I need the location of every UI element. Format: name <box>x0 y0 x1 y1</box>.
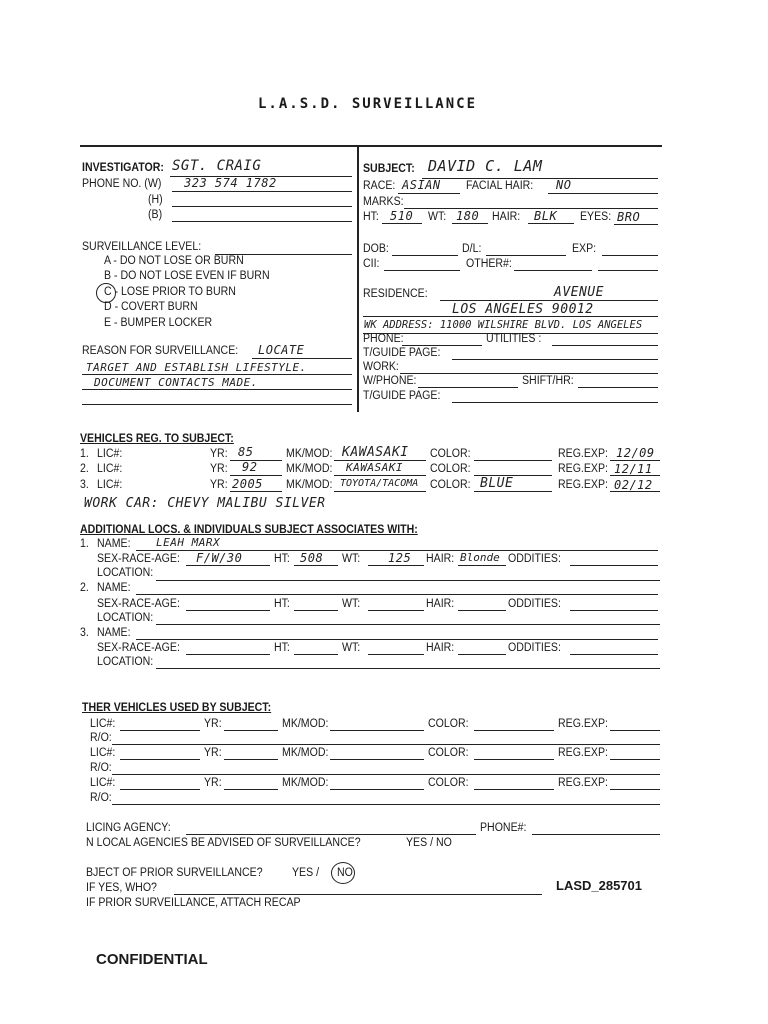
facial-hair-value[interactable]: NO <box>556 178 572 192</box>
vehicle-1-color[interactable] <box>474 460 552 461</box>
associate-2-hair[interactable] <box>458 610 506 611</box>
work-address-value[interactable]: WK ADDRESS: 11000 WILSHIRE BLVD. LOS ANGELES <box>364 319 643 331</box>
phone-field[interactable] <box>402 345 482 346</box>
associate-2-wt[interactable] <box>368 610 424 611</box>
associate-3-name[interactable] <box>136 639 658 640</box>
policing-agency-label: LICING AGENCY: <box>86 822 171 834</box>
hair-label: HAIR: <box>492 211 521 223</box>
residence-value-1[interactable]: AVENUE <box>554 285 604 300</box>
phone-b-field[interactable] <box>172 221 352 222</box>
prior-surveillance-question: BJECT OF PRIOR SURVEILLANCE? <box>86 867 263 879</box>
confidential-label: CONFIDENTIAL <box>96 951 208 968</box>
investigator-value[interactable]: SGT. CRAIG <box>172 158 262 174</box>
other-field[interactable] <box>514 270 592 271</box>
other-vehicle-1-mk[interactable] <box>330 730 424 731</box>
other-vehicle-2-mk[interactable] <box>330 759 424 760</box>
ht-label: HT: <box>363 211 379 223</box>
vehicle-3-color[interactable]: BLUE <box>480 476 514 491</box>
vehicle-2-make[interactable]: KAWASAKI <box>346 461 403 474</box>
level-d[interactable]: D - COVERT BURN <box>104 301 198 313</box>
level-b[interactable]: B - DO NOT LOSE EVEN IF BURN <box>104 270 270 282</box>
work-field[interactable] <box>400 373 658 374</box>
dl-field[interactable] <box>486 255 566 256</box>
tguide-page-field-1[interactable] <box>452 359 658 360</box>
cii-label: CII: <box>363 258 380 270</box>
reason-line-2[interactable]: TARGET AND ESTABLISH LIFESTYLE. <box>86 361 307 374</box>
other-vehicle-3-color[interactable] <box>474 789 554 790</box>
level-e[interactable]: E - BUMPER LOCKER <box>104 317 213 329</box>
associate-1-oddities[interactable] <box>570 565 658 566</box>
other-vehicle-3-reg[interactable] <box>610 789 660 790</box>
vehicle-1-make[interactable]: KAWASAKI <box>342 445 409 460</box>
advised-question: N LOCAL AGENCIES BE ADVISED OF SURVEILLANCE? <box>86 837 361 849</box>
tguide-page-label-1: T/GUIDE PAGE: <box>363 347 441 359</box>
eyes-value[interactable]: BRO <box>617 210 641 224</box>
work-label: WORK: <box>363 361 399 373</box>
race-label: RACE: <box>363 180 396 192</box>
wphone-field[interactable] <box>418 387 518 388</box>
policing-phone-label: PHONE#: <box>480 822 527 834</box>
phone-b-label: (B) <box>148 209 163 221</box>
vehicle-1-reg[interactable]: 12/09 <box>616 446 655 460</box>
other-vehicle-2-reg[interactable] <box>610 759 660 760</box>
cii-field[interactable] <box>384 270 460 271</box>
other-vehicle-2-color[interactable] <box>474 759 554 760</box>
associate-2-location[interactable] <box>156 624 660 625</box>
investigator-label: INVESTIGATOR: <box>82 162 164 174</box>
facial-hair-label: FACIAL HAIR: <box>466 180 534 192</box>
other-vehicle-1-lic[interactable] <box>120 730 200 731</box>
prior-no-selected-circle <box>331 862 355 884</box>
associates-heading: ADDITIONAL LOCS. & INDIVIDUALS SUBJECT ASSOCIATES WITH: <box>80 524 418 536</box>
prior-option-yes[interactable]: YES / <box>292 867 320 879</box>
associate-1-location[interactable] <box>156 580 660 581</box>
other-label: OTHER#: <box>466 258 512 270</box>
vehicle-1-year[interactable]: 85 <box>238 445 254 459</box>
associate-3-ht[interactable] <box>294 654 338 655</box>
associate-1-hair[interactable]: Blonde <box>460 551 500 564</box>
vehicle-3-reg[interactable]: 02/12 <box>614 478 653 492</box>
other-vehicle-1-color[interactable] <box>474 730 554 731</box>
tguide-page-field-2[interactable] <box>452 402 658 403</box>
race-value[interactable]: ASIAN <box>402 178 441 192</box>
subject-value[interactable]: DAVID C. LAM <box>428 157 543 175</box>
phone-h-label: (H) <box>148 194 163 206</box>
center-divider <box>357 147 359 412</box>
associate-1-ht[interactable]: 508 <box>300 551 324 565</box>
wt-value[interactable]: 180 <box>456 209 480 223</box>
work-car-note[interactable]: WORK CAR: CHEVY MALIBU SILVER <box>84 496 326 511</box>
associate-2-name[interactable] <box>136 594 658 595</box>
exp-field[interactable] <box>602 255 658 256</box>
associate-3-location[interactable] <box>156 668 660 669</box>
prior-who-field[interactable] <box>174 894 542 895</box>
utilities-label: UTILITIES : <box>486 333 542 345</box>
other-vehicle-1-ro[interactable] <box>112 744 660 745</box>
dl-label: D/L: <box>462 243 482 255</box>
eyes-label: EYES: <box>580 211 612 223</box>
associate-3-sex-race-age[interactable] <box>186 654 270 655</box>
vehicles-heading: VEHICLES REG. TO SUBJECT: <box>80 433 234 445</box>
wphone-label: W/PHONE: <box>363 375 417 387</box>
level-c-selected-circle <box>96 283 116 303</box>
shift-field[interactable] <box>578 387 658 388</box>
other-vehicle-3-yr[interactable] <box>224 789 278 790</box>
vehicle-2-year[interactable]: 92 <box>242 460 258 474</box>
associate-2-oddities[interactable] <box>570 610 658 611</box>
vehicle-2-reg[interactable]: 12/11 <box>614 462 653 476</box>
ht-value[interactable]: 510 <box>390 209 414 223</box>
associate-1-name[interactable]: LEAH MARX <box>156 536 221 549</box>
surveillance-level-label: SURVEILLANCE LEVEL: <box>82 241 202 253</box>
top-border <box>80 145 662 147</box>
dob-label: DOB: <box>363 243 389 255</box>
marks-field[interactable] <box>404 208 658 209</box>
other-vehicle-1-yr[interactable] <box>224 730 278 731</box>
associate-1-sex-race-age[interactable]: F/W/30 <box>196 551 243 565</box>
residence-label: RESIDENCE: <box>363 288 428 300</box>
residence-value-2[interactable]: LOS ANGELES 90012 <box>452 302 594 317</box>
other-vehicle-2-yr[interactable] <box>224 759 278 760</box>
other-vehicle-2-ro[interactable] <box>112 774 660 775</box>
other-vehicle-3-lic[interactable] <box>120 789 200 790</box>
page-title: L.A.S.D. SURVEILLANCE <box>258 96 478 112</box>
phone-w-value[interactable]: 323 574 1782 <box>184 176 277 190</box>
policing-phone-field[interactable] <box>532 834 660 835</box>
level-a[interactable]: A - DO NOT LOSE OR BURN <box>104 255 244 267</box>
associate-2-sex-race-age[interactable] <box>186 610 270 611</box>
reason-line-3[interactable]: DOCUMENT CONTACTS MADE. <box>94 376 258 389</box>
associate-3-wt[interactable] <box>368 654 424 655</box>
other-vehicle-3-mk[interactable] <box>330 789 424 790</box>
phone-w-label: PHONE NO. (W) <box>82 178 162 190</box>
tguide-page-label-2: T/GUIDE PAGE: <box>363 390 441 402</box>
other-vehicle-2-lic[interactable] <box>120 759 200 760</box>
associate-1-wt[interactable]: 125 <box>388 551 412 565</box>
hair-value[interactable]: BLK <box>534 209 558 223</box>
utilities-field[interactable] <box>552 345 658 346</box>
reason-label: REASON FOR SURVEILLANCE: <box>82 345 239 357</box>
policing-agency-field[interactable] <box>186 834 476 835</box>
associate-3-oddities[interactable] <box>570 654 658 655</box>
phone-label: PHONE: <box>363 333 404 345</box>
prior-option-no[interactable]: NO <box>337 867 353 879</box>
marks-label: MARKS: <box>363 196 404 208</box>
document-id: LASD_285701 <box>556 878 642 893</box>
advised-options[interactable]: YES / NO <box>406 837 452 849</box>
subject-label: SUBJECT: <box>363 163 415 175</box>
other-vehicles-heading: THER VEHICLES USED BY SUBJECT: <box>82 702 272 714</box>
prior-who-label: IF YES, WHO? <box>86 882 157 894</box>
reason-line-1[interactable]: LOCATE <box>258 343 305 357</box>
level-c[interactable]: C - LOSE PRIOR TO BURN <box>104 286 236 298</box>
wt-label: WT: <box>428 211 447 223</box>
shift-label: SHIFT/HR: <box>522 375 574 387</box>
associate-3-hair[interactable] <box>458 654 506 655</box>
phone-h-field[interactable] <box>172 206 352 207</box>
other-vehicle-1-reg[interactable] <box>610 730 660 731</box>
prior-attach-note: IF PRIOR SURVEILLANCE, ATTACH RECAP <box>86 897 301 909</box>
vehicle-3-make[interactable]: TOYOTA/TACOMA <box>340 478 419 489</box>
other-vehicle-3-ro[interactable] <box>112 804 660 805</box>
associate-2-ht[interactable] <box>294 610 338 611</box>
dob-field[interactable] <box>392 255 458 256</box>
vehicle-3-year[interactable]: 2005 <box>232 477 263 491</box>
exp-label: EXP: <box>572 243 597 255</box>
